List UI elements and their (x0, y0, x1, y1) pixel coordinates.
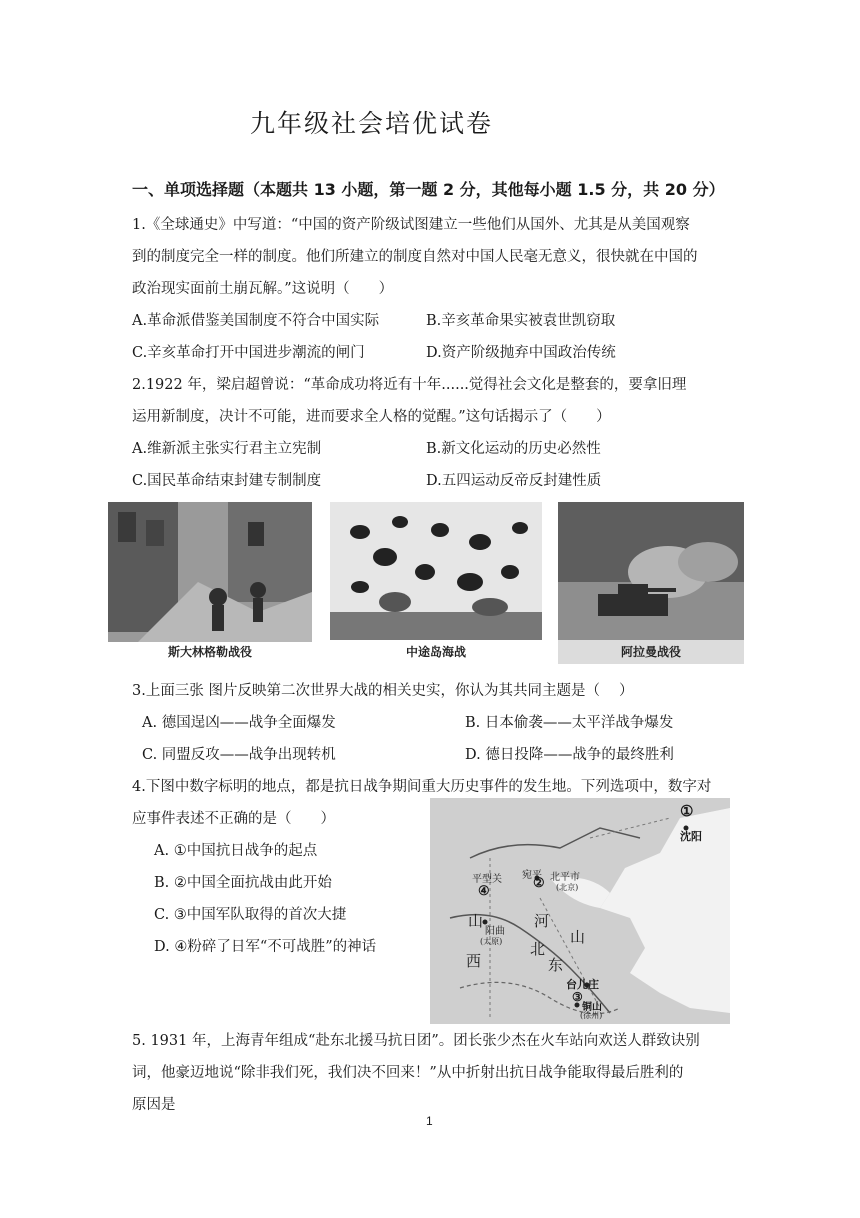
q1-option-b: B.辛亥革命果实被袁世凯窃取 (426, 313, 616, 329)
q1-line-1: 1.《全球通史》中写道：“中国的资产阶级试图建立一些他们从国外、尤其是从美国观察 (132, 217, 690, 233)
map-label-beijing: (北京) (556, 883, 579, 892)
map-label-xi: 西 (466, 952, 482, 970)
map-label-shenyang: 沈阳 (680, 830, 702, 843)
q2-option-c: C.国民革命结束封建专制制度 (132, 473, 322, 489)
map-label-4: ④ (478, 884, 490, 899)
q2-option-b: B.新文化运动的历史必然性 (426, 441, 601, 457)
map-label-wanping: 宛平 (522, 870, 542, 881)
q1-option-d: D.资产阶级抛弃中国政治传统 (426, 345, 616, 361)
map-label-beiping: 北平市 (550, 872, 580, 883)
map-label-taiyuan: (太原) (480, 937, 503, 946)
map-label-dong: 东 (548, 956, 564, 974)
q5-line-3: 原因是 (132, 1097, 176, 1113)
map-label-taierzhuang: 台儿庄 (566, 978, 599, 991)
section-heading: 一、单项选择题（本题共 13 小题，第一题 2 分，其他每小题 1.5 分，共 20 分） (132, 180, 725, 199)
map-label-tongshan: 铜山 (582, 1002, 602, 1013)
q4-line-1: 4.下图中数字标明的地点，都是抗日战争期间重大历史事件的发生地。下列选项中，数字对 (132, 779, 712, 795)
map-label-shan-2: 山 (570, 928, 586, 946)
q4-option-b: B. ②中国全面抗战由此开始 (154, 875, 332, 891)
map-label-he: 河 (534, 912, 550, 930)
q2-option-a: A.维新派主张实行君主立宪制 (132, 441, 322, 457)
map-label-1: ① (680, 802, 694, 820)
photo-alamein (558, 502, 744, 664)
photo-caption-3: 阿拉曼战役 (620, 645, 681, 659)
q2-line-2: 运用新制度，决计不可能，进而要求全人格的觉醒。”这句话揭示了（ ） (132, 409, 611, 425)
stalingrad-image (108, 502, 312, 664)
photo-stalingrad (108, 502, 312, 664)
q4-option-a: A. ①中国抗日战争的起点 (154, 843, 318, 859)
q1-option-a: A.革命派借鉴美国制度不符合中国实际 (132, 313, 380, 329)
q4-line-2: 应事件表述不正确的是（ ） (132, 811, 335, 827)
q5-line-2: 词，他豪迈地说“除非我们死，我们决不回来！”从中折射出抗日战争能取得最后胜利的 (132, 1065, 684, 1081)
map-label-yangqu: 阳曲 (485, 926, 505, 937)
q1-line-2: 到的制度完全一样的制度。他们所建立的制度自然对中国人民毫无意义，很快就在中国的 (132, 249, 698, 265)
photo-caption-1: 斯大林格勒战役 (167, 645, 252, 659)
q1-option-c: C.辛亥革命打开中国进步潮流的闸门 (132, 345, 365, 361)
map-label-bei: 北 (530, 940, 546, 958)
alamein-image (558, 502, 744, 664)
q2-option-d: D.五四运动反帝反封建性质 (426, 473, 602, 489)
q5-line-1: 5. 1931 年，上海青年组成“赴东北援马抗日团”。团长张少杰在火车站向欢送人群致诀别 (132, 1033, 700, 1049)
q3-option-a: A. 德国逞凶——战争全面爆发 (142, 715, 336, 731)
page-title: 九年级社会培优试卷 (250, 109, 494, 138)
anti-japanese-war-map (430, 798, 730, 1024)
q3-option-d: D. 德日投降——战争的最终胜利 (465, 747, 674, 763)
q4-option-c: C. ③中国军队取得的首次大捷 (154, 907, 347, 923)
midway-image (330, 502, 542, 664)
q1-line-3: 政治现实面前土崩瓦解。”这说明（ ） (132, 281, 394, 297)
q4-option-d: D. ④粉碎了日军“不可战胜”的神话 (154, 939, 377, 955)
q3-line-1: 3.上面三张 图片反映第二次世界大战的相关史实，你认为其共同主题是（ ） (132, 683, 634, 699)
map-label-xuzhou: (徐州) (580, 1011, 603, 1020)
map-label-2: ② (533, 876, 545, 891)
map-label-3: ③ (572, 990, 583, 1004)
photo-midway (330, 502, 542, 664)
q3-option-b: B. 日本偷袭——太平洋战争爆发 (465, 715, 674, 731)
q3-option-c: C. 同盟反攻——战争出现转机 (142, 747, 336, 763)
map-label-pingxingguan: 平型关 (472, 874, 502, 885)
q2-line-1: 2.1922 年，梁启超曾说：“革命成功将近有十年......觉得社会文化是整套的，要拿旧理 (132, 377, 687, 393)
page-number: 1 (426, 1114, 433, 1128)
photo-caption-2: 中途岛海战 (405, 645, 466, 659)
map-label-shan-1: 山 (468, 912, 484, 930)
